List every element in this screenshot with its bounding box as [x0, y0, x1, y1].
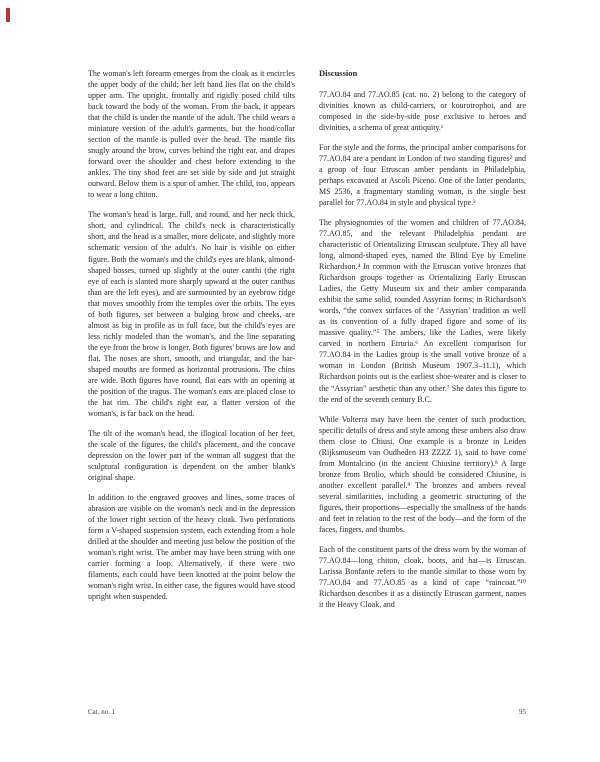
- catalog-number: Cat. no. 1: [88, 708, 116, 716]
- page-edge-red-mark: [6, 8, 10, 22]
- body-paragraph: Each of the constituent parts of the dress worn by the woman of 77.AO.84—long chiton, cloak, boots, and hat—is Etruscan. Larissa Bonfante refers to the mantle similar to those worn by 77.AO.84 and 77.AO.85 as a kind of cape “raincoat.”¹⁰ Richardson describes it as a distinctly Etruscan garment, names it the Heavy Cloak, and: [319, 544, 526, 610]
- body-paragraph: The woman's left forearm emerges from the cloak as it encircles the upper body of the child; her left hand lies flat on the child's upper arm. The upright, frontally and rigidly posed child tilts back toward the body of the woman. From the back, it appears that the child is under the mantle of the adult. The child wears a miniature version of the adult's garments, but the hood/collar section of the mantle is pulled over the head. The mantle fits snugly around the brow, curves behind the right ear, and drapes forward over the shoulder and chest before extending to the ankles. The tiny shod feet are set side by side and jut straight outward. Below them is a spur of amber. The child, too, appears to wear a long chiton.: [88, 69, 295, 200]
- body-paragraph: The tilt of the woman's head, the illogical location of her feet, the scale of the figures, the child's placement, and the concave depression on the lower part of the woman all suggest that the sculptural configuration is dependent on the amber blank's original shape.: [88, 428, 295, 483]
- body-paragraph: The physiognomies of the women and children of 77.AO.84, 77.AO.85, and the relevant Philadelphia pendant are characteristic of Orientalizing Etruscan sculpture. They all have long, almond-shaped eyes, named the Blind Eye by Emeline Richardson.⁴ In common with the Etruscan votive bronzes that Richardson groups together as Orientalizing Early Etruscan Ladies, the Getty Museum six and their amber comparanda exhibit the same solid, rounded Assyrian forms; in Richardson's words, “the convex surfaces of the ‘Assyrian’ tradition as well as its convention of a fully draped figure and some of its massive quality.”⁵ The ambers, like the Ladies, were likely carved in northern Etruria.⁶ An excellent comparison for 77.AO.84 in the Ladies group is the small votive bronze of a woman in London (British Museum 1907.3–11.1), which Richardson points out is the earliest shoe-wearer and is closer to the “Assyrian” aesthetic than any other.⁷ She dates this figure to the end of the seventh century B.C.: [319, 218, 526, 404]
- page-content: [88, 68, 526, 619]
- right-column: [319, 68, 526, 619]
- discussion-heading: Discussion: [319, 68, 358, 78]
- page-footer: [88, 708, 526, 716]
- body-paragraph: 77.AO.84 and 77.AO.85 (cat. no. 2) belong to the category of divinities known as child-carriers, or kourotrophoi, and are composed in the side-by-side pose exclusive to heroes and divinities, a schema of great antiquity.¹: [319, 89, 526, 132]
- body-paragraph: In addition to the engraved grooves and lines, some traces of abrasion are visible on the woman's neck and in the depression of the lower right section of the heavy cloak. Two perforations form a V-shaped suspension system, each extending from a hole drilled at the shoulder and meeting just below the position of the woman's right wrist. The amber may have been strung with one carrier forming a loop. Alternatively, if there were two filaments, each could have been knotted at the point below the woman's right wrist. In either case, the figures would have stood upright when suspended.: [88, 493, 295, 602]
- left-column: [88, 68, 295, 619]
- body-paragraph: For the style and the forms, the principal amber comparisons for 77.AO.84 are a pendant in London of two standing figures² and a group of four Etruscan amber pendants in Philadelphia, perhaps excavated at Ascoli Piceno. One of the latter pendants, MS 2536, a fragmentary standing woman, is the single best parallel for 77.AO.84 in style and physical type.³: [319, 142, 526, 207]
- body-paragraph: While Volterra may have been the center of such production, specific details of dress and style among these ambers also draw them close to Chiusi. One example is a bronze in Leiden (Rijksmuseum van Oudheden H3 ZZZZ 1), said to have come from Montalcino (in the ancient Chiusine territory).⁸ A large bronze from Brolio, which should be considered Chiusine, is another excellent parallel.⁹ The bronzes and ambers reveal several similarities, including a geometric structuring of the figures, their proportions—especially the smallness of the hands and feet in relation to the rest of the body—and the form of the faces, fingers, and thumbs.: [319, 414, 526, 534]
- page-number: 95: [519, 708, 526, 716]
- body-paragraph: The woman's head is large, full, and round, and her neck thick, short, and cylindrical. The child's neck is characteristically short, and the head is a smaller, more delicate, and slightly more schematic version of the adult's. No hair is visible on either figure. Both the woman's and the child's eyes are blank, almond-shaped bosses, turned up slightly at the outer canthi (the right eye of each is slanted more sharply upward at the outer canthus than are the left eyes), and are surmounted by an eyebrow ridge that moves smoothly from the temples over the orbits. The eyes of both figures, set between a bulging brow and cheeks, are almost as big in profile as in full face, but the child's eyes are less richly modeled than the woman's, and the line separating the eye from the brow is longer. Both figures' brows are low and flat. The noses are short, smooth, and triangular, and the bar-shaped mouths are formed as horizontal protrusions. The chins are wide. Both figures have round, flat ears with an opening at the position of the tragus. The woman's ears are placed close to the hat rim. The child's right ear, a flatter version of the woman's, is far back on the head.: [88, 210, 295, 418]
